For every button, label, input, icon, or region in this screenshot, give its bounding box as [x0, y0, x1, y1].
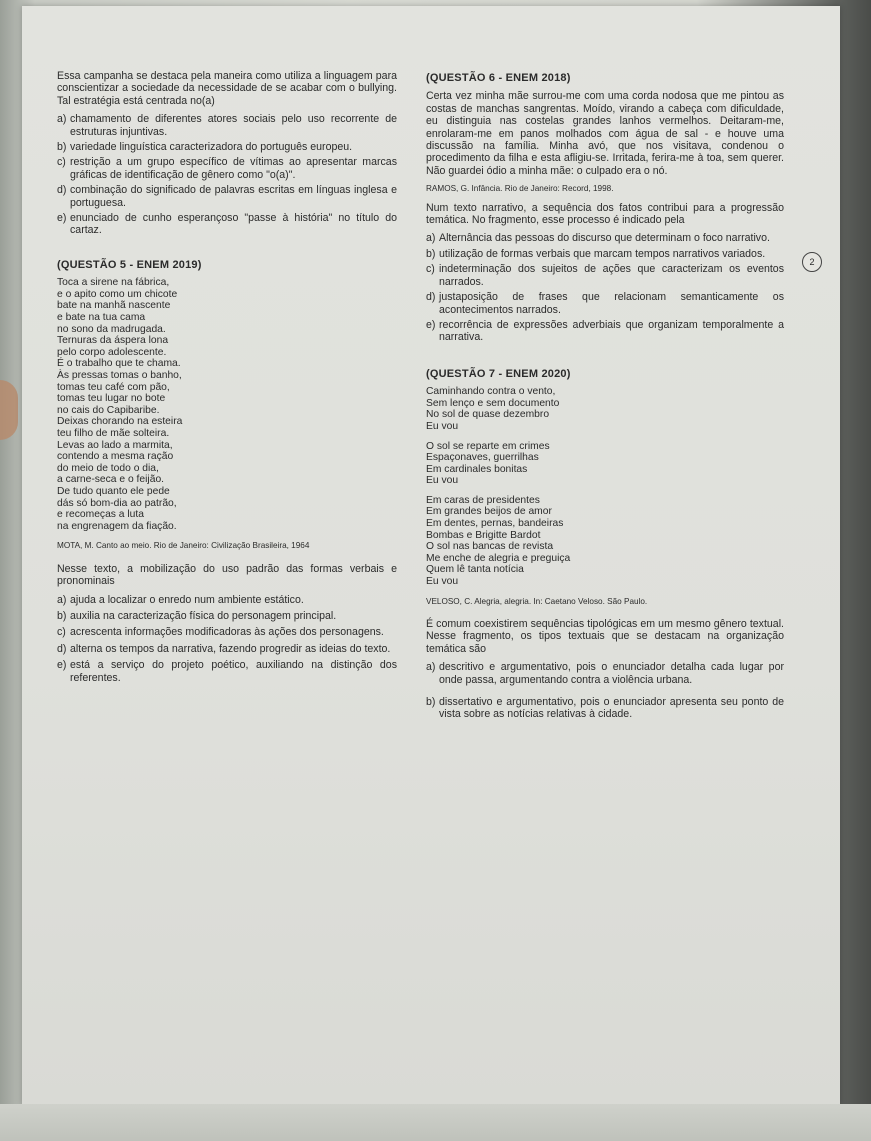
poem-line: É o trabalho que te chama. [57, 358, 181, 370]
option-letter: e) [57, 659, 67, 672]
option-letter: e) [426, 318, 436, 331]
poem-line: Deixas chorando na esteira [57, 416, 183, 428]
poem-line: pelo corpo adolescente. [57, 346, 167, 358]
answer-option [57, 156, 397, 181]
poem-line: dás só bom-dia ao patrão, [57, 497, 177, 509]
option-text: enunciado de cunho esperançoso "passe à história" no título do cartaz. [70, 212, 397, 237]
question-7-title: (QUESTÃO 7 - ENEM 2020) [426, 367, 571, 380]
option-letter: e) [57, 212, 67, 225]
question-6-options [426, 232, 784, 343]
poem-line: Toca a sirene na fábrica, [57, 277, 170, 289]
poem-line: Eu vou [426, 420, 459, 432]
poem-line: Sem lenço e sem documento [426, 397, 560, 409]
option-letter: b) [57, 609, 67, 622]
question-6-title: (QUESTÃO 6 - ENEM 2018) [426, 72, 571, 84]
answer-option [57, 212, 397, 237]
poem-line: bate na manhã nascente [57, 300, 171, 312]
option-text: recorrência de expressões adverbiais que organizam temporalmente a narrativa. [439, 318, 784, 344]
poem-line: a carne-seca e o feijão. [57, 474, 165, 486]
answer-option [426, 696, 784, 721]
option-letter: d) [426, 291, 436, 304]
option-letter: b) [426, 696, 436, 709]
question-7-options [426, 661, 784, 721]
poem-line: Me enche de alegria e preguiça [426, 552, 571, 564]
campaign-options [57, 113, 397, 237]
option-text: está a serviço do projeto poético, auxiliando na distinção dos referentes. [70, 659, 397, 684]
question-5-options [57, 594, 397, 684]
answer-option [426, 291, 784, 316]
answer-option [57, 659, 397, 684]
option-text: variedade linguística caracterizadora do português europeu. [70, 141, 353, 154]
answer-option [426, 319, 784, 344]
poem-stanza [426, 495, 784, 588]
poem-line: tomas teu lugar no bote [57, 393, 166, 405]
poem-line: Levas ao lado a marmita, [57, 439, 173, 451]
poem-line: Quem lê tanta notícia [426, 564, 524, 576]
question-6-source: RAMOS, G. Infância. Rio de Janeiro: Record, 1998. [426, 184, 614, 194]
option-text: dissertativo e argumentativo, pois o enunciador apresenta seu ponto de vista sobre as notícias relativas à cidade. [439, 696, 784, 721]
poem-line: O sol se reparte em crimes [426, 440, 550, 452]
poem-line: Em caras de presidentes [426, 494, 540, 506]
option-letter: a) [426, 232, 436, 245]
option-text: combinação do significado de palavras escritas em línguas inglesa e portuguesa. [70, 184, 397, 209]
poem-line: Espaçonaves, guerrilhas [426, 452, 539, 464]
left-column [57, 70, 397, 688]
question-7-stem: É comum coexistirem sequências tipológicas em um mesmo gênero textual. Nesse fragmento, os tipos textuais que se destacam na organização temática são [426, 618, 784, 655]
option-letter: a) [57, 593, 67, 606]
poem-line: No sol de quase dezembro [426, 409, 550, 421]
option-letter: c) [426, 263, 435, 276]
scan-bottom-strip [0, 1104, 871, 1141]
option-letter: d) [57, 184, 67, 197]
answer-option [426, 661, 784, 686]
option-letter: b) [57, 141, 67, 154]
answer-option [57, 141, 397, 153]
poem-line: Em dentes, pernas, bandeiras [426, 518, 564, 530]
answer-option [57, 113, 397, 138]
option-text: indeterminação dos sujeitos de ações que caracterizam os eventos narrados. [439, 263, 784, 288]
option-text: restrição a um grupo específico de vítimas ao apresentar marcas gráficas de identificação de gênero como "o(a)". [70, 156, 397, 181]
option-letter: d) [57, 642, 67, 655]
poem-line: do meio de todo o dia, [57, 462, 159, 474]
poem-line: Bombas e Brigitte Bardot [426, 529, 541, 541]
poem-line: na engrenagem da fiação. [57, 520, 177, 532]
option-text: ajuda a localizar o enredo num ambiente estático. [70, 593, 304, 606]
answer-option [57, 610, 397, 622]
option-letter: c) [57, 156, 66, 169]
answer-option [57, 184, 397, 209]
option-text: utilização de formas verbais que marcam tempos narrativos variados. [439, 247, 766, 260]
poem-line: e recomeças a luta [57, 509, 144, 521]
poem-line: tomas teu café com pão, [57, 381, 170, 393]
poem-line: O sol nas bancas de revista [426, 541, 554, 553]
right-column [426, 72, 784, 731]
poem-line: Ternuras da áspera lona [57, 335, 169, 347]
poem-line: no sono da madrugada. [57, 323, 166, 335]
poem-line: De tudo quanto ele pede [57, 485, 170, 497]
poem-5 [57, 277, 397, 532]
question-6-stem: Num texto narrativo, a sequência dos fatos contribui para a progressão temática. No fragmento, esse processo é indicado pela [426, 201, 784, 227]
option-text: alterna os tempos da narrativa, fazendo progredir as ideias do texto. [70, 642, 391, 655]
option-text: auxilia na caracterização física do personagem principal. [70, 609, 337, 622]
poem-line: Em grandes beijos de amor [426, 506, 552, 518]
campaign-intro: Essa campanha se destaca pela maneira como utiliza a linguagem para conscientizar a sociedade da necessidade de se acabar com o bullying. Tal estratégia está centrada no(a) [57, 70, 397, 107]
poem-line: Caminhando contra o vento, [426, 386, 556, 398]
page-number-badge: 2 [802, 252, 822, 272]
option-letter: a) [57, 113, 67, 126]
finger-shadow [0, 380, 18, 440]
option-letter: c) [57, 626, 66, 639]
question-5-source: MOTA, M. Canto ao meio. Rio de Janeiro: Civilização Brasileira, 1964 [57, 541, 310, 551]
option-letter: a) [426, 661, 436, 674]
poem-line: Eu vou [426, 576, 459, 588]
answer-option [426, 248, 784, 260]
poem-line: Em cardinales bonitas [426, 463, 528, 475]
answer-option [57, 643, 397, 655]
poem-line: e bate na tua cama [57, 312, 146, 324]
question-5-title: (QUESTÃO 5 - ENEM 2019) [57, 258, 202, 271]
poem-7 [426, 386, 784, 588]
question-5-stem: Nesse texto, a mobilização do uso padrão das formas verbais e pronominais [57, 562, 397, 588]
answer-option [57, 594, 397, 606]
poem-line: no cais do Capibaribe. [57, 404, 160, 416]
poem-stanza [426, 386, 784, 432]
poem-line: Às pressas tomas o banho, [57, 370, 182, 382]
option-text: acrescenta informações modificadoras às ações dos personagens. [70, 626, 384, 639]
poem-stanza [426, 441, 784, 487]
answer-option [426, 232, 784, 244]
option-text: Alternância das pessoas do discurso que determinam o foco narrativo. [439, 232, 770, 245]
answer-option [426, 263, 784, 288]
poem-line: Eu vou [426, 475, 459, 487]
option-letter: b) [426, 247, 436, 260]
poem-line: e o apito como um chicote [57, 288, 178, 300]
answer-option [57, 626, 397, 638]
question-6-text: Certa vez minha mãe surrou-me com uma corda nodosa que me pintou as costas de manchas sangrentas. Moído, virando a cabeça com dificuldade, eu distinguia nas costelas grandes lanhos vermelhos. Deitaram-me, enrolaram-me em panos molhados com água de sal - e houve uma discussão na família. Minha avó, que nos visitava, condenou o procedimento da filha e esta afligiu-se. Irritada, ferira-me à toa, sem querer. Não guardei ódio a minha mãe: o culpado era o nó. [426, 90, 784, 177]
option-text: justaposição de frases que relacionam semanticamente os acontecimentos narrados. [439, 291, 784, 316]
option-text: descritivo e argumentativo, pois o enunciador detalha cada lugar por onde passa, argumentando contra a violência urbana. [439, 661, 784, 686]
option-text: chamamento de diferentes atores sociais pelo uso recorrente de estruturas injuntivas. [70, 113, 397, 138]
poem-line: contendo a mesma ração [57, 451, 174, 463]
question-7-source: VELOSO, C. Alegria, alegria. In: Caetano Veloso. São Paulo. [426, 596, 648, 606]
poem-line: teu filho de mãe solteira. [57, 428, 170, 439]
